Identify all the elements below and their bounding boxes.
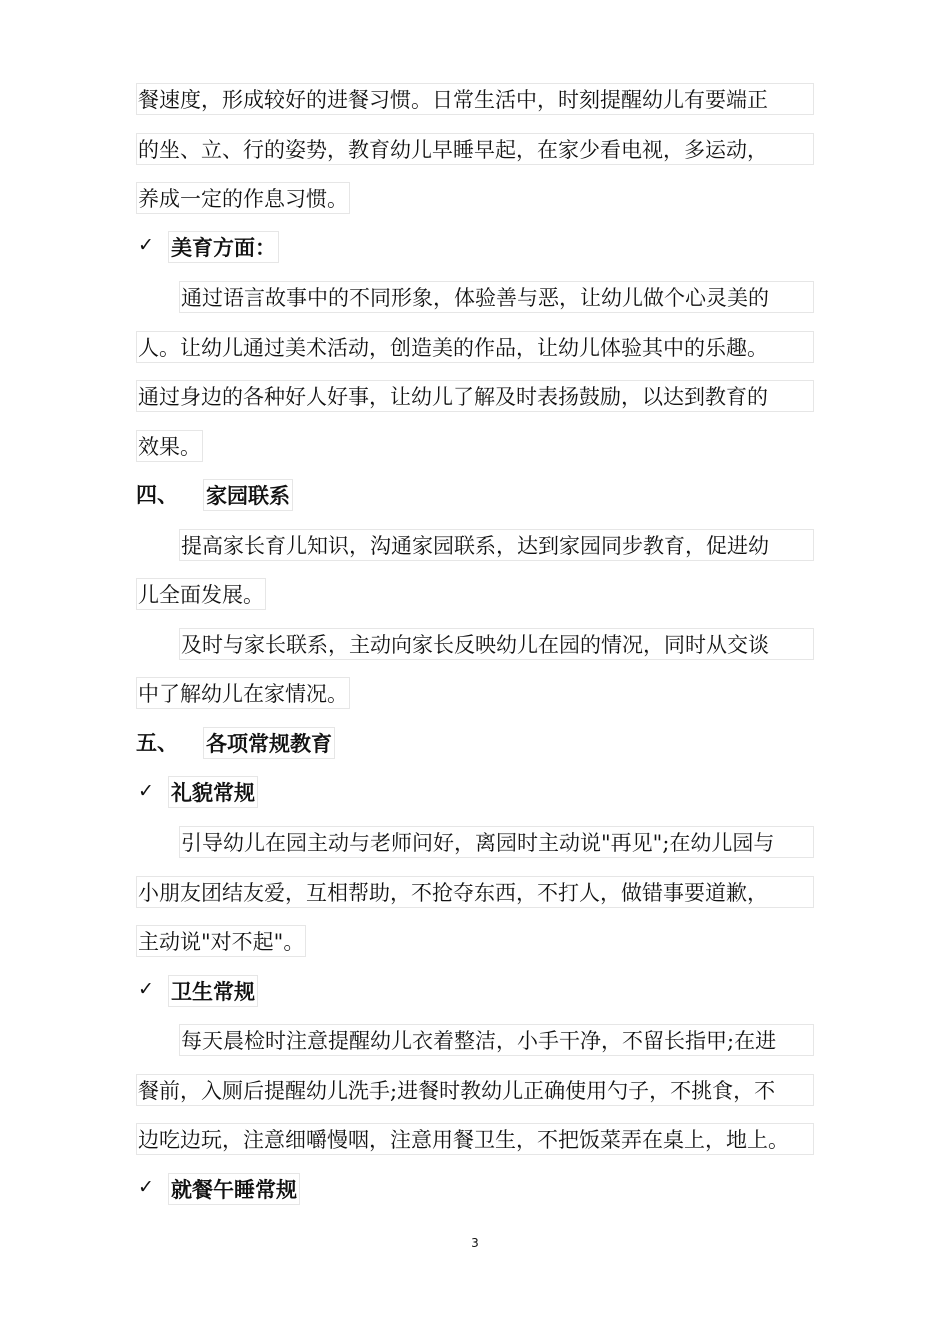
text-line: 通过语言故事中的不同形象，体验善与恶，让幼儿做个心灵美的 <box>179 281 814 313</box>
subheading-weisheng: 卫生常规 <box>168 975 258 1007</box>
checkmark-icon: ✓ <box>138 978 154 1000</box>
text-line: 通过身边的各种好人好事，让幼儿了解及时表扬鼓励，以达到教育的 <box>136 380 814 412</box>
text-line: 餐前，入厕后提醒幼儿洗手;进餐时教幼儿正确使用勺子，不挑食，不 <box>136 1074 814 1106</box>
checkmark-icon: ✓ <box>138 780 154 802</box>
text-line: 每天晨检时注意提醒幼儿衣着整洁，小手干净，不留长指甲;在进 <box>179 1024 814 1056</box>
section-title: 各项常规教育 <box>203 727 335 759</box>
section-number: 四、 <box>136 483 178 507</box>
text-line: 餐速度，形成较好的进餐习惯。日常生活中，时刻提醒幼儿有要端正 <box>136 83 814 115</box>
text-line: 中了解幼儿在家情况。 <box>136 677 350 709</box>
text-line: 引导幼儿在园主动与老师问好，离园时主动说"再见";在幼儿园与 <box>179 826 814 858</box>
text-line: 人。让幼儿通过美术活动，创造美的作品，让幼儿体验其中的乐趣。 <box>136 331 814 363</box>
checkmark-icon: ✓ <box>138 1176 154 1198</box>
text-line: 边吃边玩，注意细嚼慢咽，注意用餐卫生，不把饭菜弄在桌上，地上。 <box>136 1123 814 1155</box>
subheading-jiucan: 就餐午睡常规 <box>168 1173 300 1205</box>
section-title: 家园联系 <box>203 479 293 511</box>
text-line: 养成一定的作息习惯。 <box>136 182 350 214</box>
text-line: 小朋友团结友爱，互相帮助，不抢夺东西，不打人，做错事要道歉， <box>136 876 814 908</box>
section-number: 五、 <box>136 731 178 755</box>
text-line: 儿全面发展。 <box>136 578 266 610</box>
subheading-meiyu: 美育方面： <box>168 231 279 263</box>
text-line: 提高家长育儿知识，沟通家园联系，达到家园同步教育，促进幼 <box>179 529 814 561</box>
page-number: 3 <box>471 1236 479 1250</box>
text-line: 及时与家长联系，主动向家长反映幼儿在园的情况，同时从交谈 <box>179 628 814 660</box>
text-line: 主动说"对不起"。 <box>136 925 306 957</box>
checkmark-icon: ✓ <box>138 234 154 256</box>
text-line: 的坐、立、行的姿势，教育幼儿早睡早起，在家少看电视，多运动， <box>136 133 814 165</box>
subheading-limao: 礼貌常规 <box>168 776 258 808</box>
text-line: 效果。 <box>136 430 203 462</box>
